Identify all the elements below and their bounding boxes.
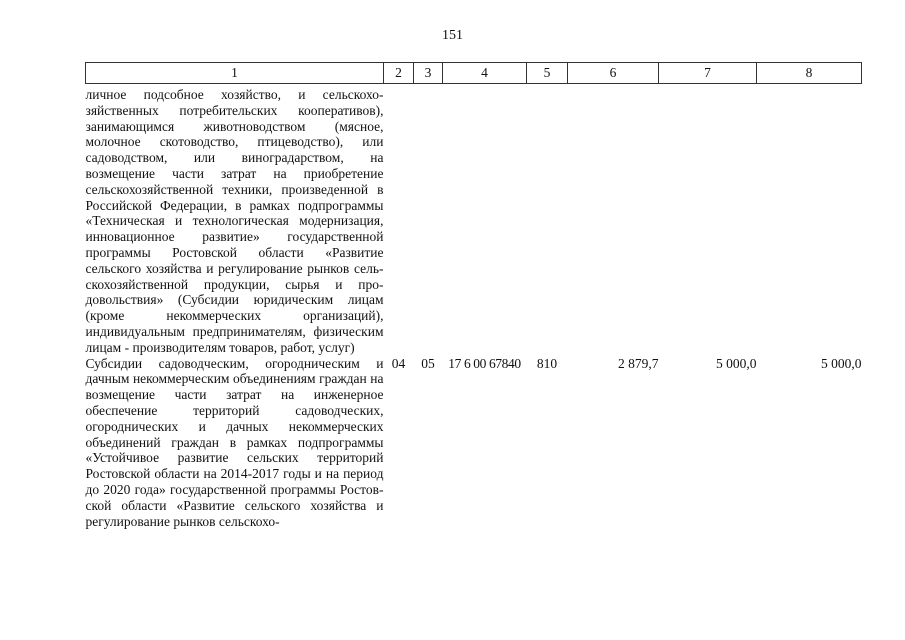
target-article-code — [443, 84, 527, 356]
column-header-2: 2 — [384, 63, 414, 84]
table-header — [86, 63, 862, 84]
expense-type-code: 810 — [536, 355, 558, 371]
header-row — [86, 63, 862, 84]
section-code: 04 — [391, 355, 406, 371]
column-header-5: 5 — [527, 63, 568, 84]
page-number: 151 — [442, 28, 463, 43]
table-row — [86, 84, 862, 356]
amount-col7: 5 000,0 — [716, 355, 757, 371]
column-header-7: 7 — [659, 63, 757, 84]
column-header-1: 1 — [86, 63, 384, 84]
table-row — [86, 356, 862, 530]
budget-table — [85, 62, 862, 529]
row-description: Субсидии садоводческим, огородническим и дачным некоммерческим объединениям граждан на возмещение части затрат на инженерное обеспечение территорий садоводческих, огороднических и дачных некоммерческих объединений граждан в рамках подпрограммы «Устойчивое развитие сельских территорий Ростовской области на 2014-2017 годы и на период до 2020 года» государственной программы Ростовской области «Развитие сельского хозяйства и регулирование рынков сельскохо- — [85, 355, 384, 529]
column-header-8: 8 — [757, 63, 862, 84]
amount-col8: 5 000,0 — [821, 355, 862, 371]
table-body — [86, 84, 862, 530]
column-header-3: 3 — [414, 63, 443, 84]
subsection-code — [414, 84, 443, 356]
amount-col6 — [568, 84, 659, 356]
amount-col7 — [659, 84, 757, 356]
column-header-6: 6 — [568, 63, 659, 84]
amount-col8 — [757, 84, 862, 356]
subsection-code: 05 — [421, 355, 435, 371]
amount-col6: 2 879,7 — [618, 355, 659, 371]
target-article-code: 17 6 00 67840 — [448, 355, 521, 371]
expense-type-code — [527, 84, 568, 356]
section-code — [384, 84, 414, 356]
row-description: личное подсобное хозяйство, и сельскохозяйственных потребительских кооперативов), занимающимся животноводством (мясное, молочное скотоводство, птицеводство), или садоводством, или виноградарством, на возмещение части затрат на приобретение сельскохозяйственной техники, произведенной в Российской Федерации, в рамках подпрограммы «Техническая и технологическая модернизация, инновационное развитие» государственной программы Ростовской области «Развитие сельского хозяйства и регулирование рынков сельскохозяйственной продукции, сырья и продовольствия» (Субсидии юридическим лицам (кроме некоммерческих организаций), индивидуальным предпринимателям, физическим лицам - производителям товаров, работ, услуг) — [85, 87, 384, 355]
column-header-4: 4 — [443, 63, 527, 84]
